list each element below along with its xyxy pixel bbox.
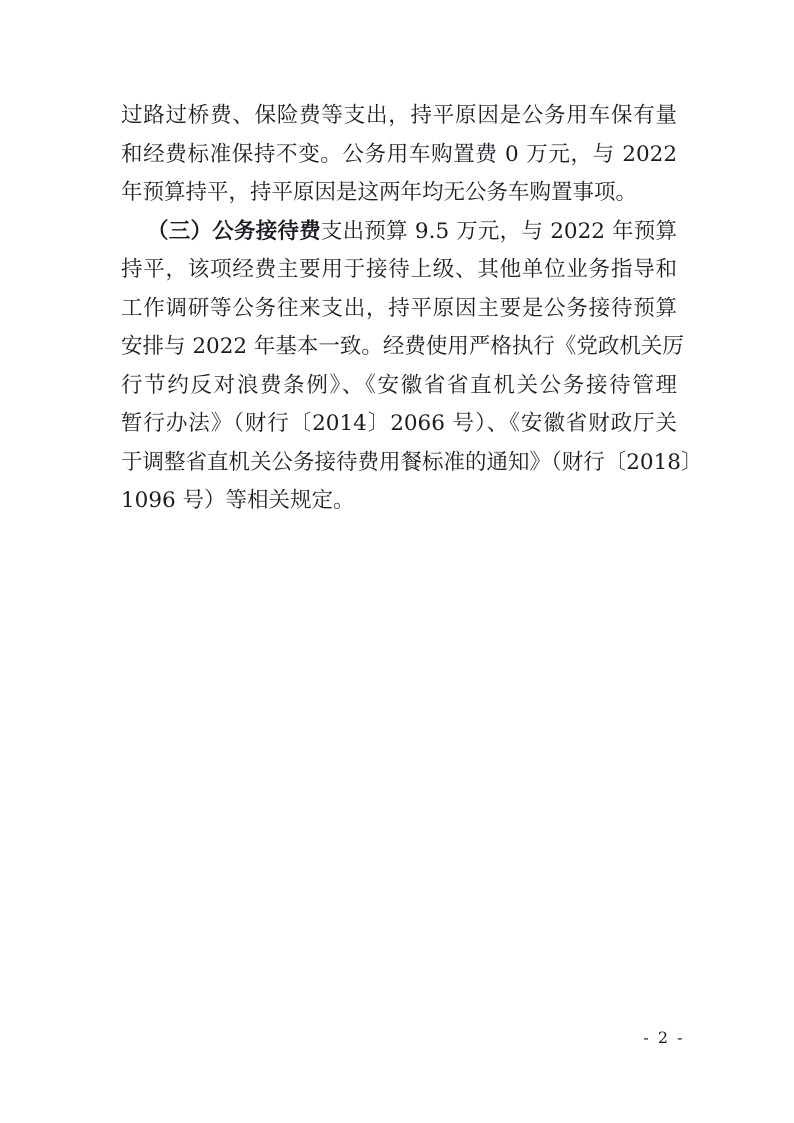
text-line: 和经费标准保持不变。公务用车购置费 0 万元，与 2022 bbox=[121, 141, 677, 167]
text-line: 1096 号）等相关规定。 bbox=[121, 488, 355, 513]
text-line: 持平，该项经费主要用于接待上级、其他单位业务指导和 bbox=[121, 257, 677, 282]
paragraph-vehicle-budget bbox=[121, 97, 677, 213]
paragraph-reception-budget bbox=[121, 213, 703, 521]
text-run: 支出预算 9.5 万元，与 2022 年预算 bbox=[320, 218, 677, 244]
page-number: - 2 - bbox=[643, 1028, 685, 1047]
text-line: 暂行办法》（财行〔2014〕2066 号）、《安徽省财政厅关 bbox=[121, 411, 677, 436]
text-line: 过路过桥费、保险费等支出，持平原因是公务用车保有量 bbox=[121, 103, 677, 128]
body-text bbox=[121, 97, 703, 521]
text-line: 安排与 2022 年基本一致。经费使用严格执行《党政机关厉 bbox=[121, 334, 684, 359]
text-line: 于调整省直机关公务接待费用餐标准的通知》（财行〔2018〕 bbox=[121, 449, 703, 475]
text-line: 年预算持平，持平原因是这两年均无公务车购置事项。 bbox=[121, 180, 638, 205]
section-heading-bold-run: （三）公务接待费 bbox=[147, 218, 321, 244]
text-line: 工作调研等公务往来支出，持平原因主要是公务接待预算 bbox=[121, 295, 677, 321]
text-line bbox=[121, 213, 677, 252]
text-line: 行节约反对浪费条例》、《安徽省省直机关公务接待管理 bbox=[121, 372, 677, 398]
